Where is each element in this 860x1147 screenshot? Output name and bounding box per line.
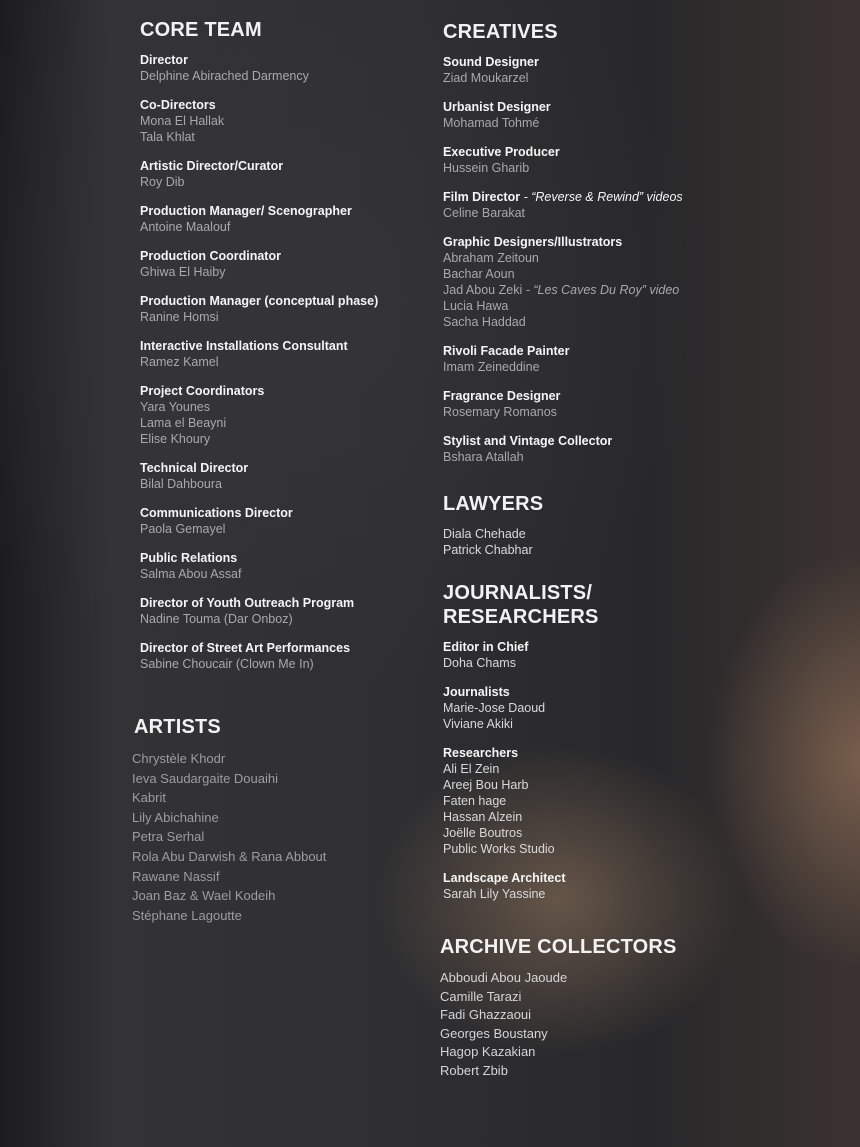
role-label: Graphic Designers/Illustrators	[443, 235, 623, 249]
creatives-list	[443, 54, 843, 465]
person-name-text: Areej Bou Harb	[443, 778, 529, 792]
credit-entry	[140, 383, 430, 447]
credit-entry	[443, 189, 843, 221]
person-name	[140, 219, 430, 235]
credit-entry	[140, 550, 430, 582]
role-title	[140, 595, 430, 611]
role-label: Public Relations	[140, 551, 238, 565]
journalists-list	[443, 639, 843, 902]
credit-entry	[140, 203, 430, 235]
person-name: Joan Baz & Wael Kodeih	[132, 888, 276, 904]
person-name	[443, 70, 843, 86]
person-name-text: Sarah Lily Yassine	[443, 887, 546, 901]
credit-entry	[443, 745, 843, 857]
person-name	[443, 841, 843, 857]
person-name	[443, 825, 843, 841]
person-name-text: Ramez Kamel	[140, 355, 219, 369]
person-name	[443, 314, 843, 330]
credit-entry	[140, 640, 430, 672]
person-name-text: Joëlle Boutros	[443, 826, 523, 840]
left-column	[132, 18, 430, 925]
role-label: Journalists	[443, 685, 510, 699]
person-name	[140, 174, 430, 190]
person-name-text: Faten hage	[443, 794, 507, 808]
person-name: Georges Boustany	[440, 1025, 548, 1041]
role-title	[443, 870, 843, 886]
archive-heading: ARCHIVE COLLECTORS	[440, 936, 677, 958]
credit-entry	[443, 144, 843, 176]
credit-entry	[443, 433, 843, 465]
credit-entry	[140, 248, 430, 280]
role-title	[443, 234, 843, 250]
person-name	[443, 716, 843, 732]
person-name: Petra Serhal	[132, 829, 205, 845]
person-name-text: Roy Dib	[140, 175, 185, 189]
role-label: Sound Designer	[443, 55, 539, 69]
artists-list	[132, 749, 430, 925]
credit-entry	[443, 343, 843, 375]
core-team-list	[140, 52, 430, 672]
role-title	[443, 745, 843, 761]
person-name-text: Lama el Beayni	[140, 416, 227, 430]
credit-entry	[443, 99, 843, 131]
role-title	[140, 293, 430, 309]
person-name	[140, 566, 430, 582]
person-name: Diala Chehade	[443, 527, 526, 541]
role-title	[443, 343, 843, 359]
credit-entry	[443, 234, 843, 330]
credit-entry	[443, 388, 843, 420]
person-name: Lily Abichahine	[132, 809, 219, 825]
person-name	[443, 205, 843, 221]
role-title	[140, 550, 430, 566]
role-title	[443, 684, 843, 700]
role-label: Executive Producer	[443, 145, 560, 159]
person-name	[443, 282, 843, 298]
person-name	[443, 793, 843, 809]
person-name-text: Sabine Choucair (Clown Me In)	[140, 657, 314, 671]
name-note: - “Les Caves Du Roy” video	[522, 283, 680, 297]
person-name-text: Mona El Hallak	[140, 114, 225, 128]
role-label: Communications Director	[140, 506, 293, 520]
person-name: Abboudi Abou Jaoude	[440, 970, 568, 985]
role-label: Director of Street Art Performances	[140, 641, 351, 655]
role-label: Urbanist Designer	[443, 100, 551, 114]
person-name-text: Ali El Zein	[443, 762, 500, 776]
role-label: Project Coordinators	[140, 384, 265, 398]
person-name-text: Delphine Abirached Darmency	[140, 69, 309, 83]
credit-entry	[443, 54, 843, 86]
person-name-text: Antoine Maalouf	[140, 220, 231, 234]
person-name	[140, 415, 430, 431]
person-name: Kabrit	[132, 790, 166, 806]
person-name-text: Doha Chams	[443, 656, 516, 670]
person-name	[443, 160, 843, 176]
person-name-text: Tala Khlat	[140, 130, 195, 144]
credit-entry	[140, 460, 430, 492]
person-name	[443, 115, 843, 131]
role-label: Production Coordinator	[140, 249, 281, 263]
role-title	[140, 460, 430, 476]
credit-entry	[140, 97, 430, 145]
person-name-text: Viviane Akiki	[443, 717, 513, 731]
role-label: Technical Director	[140, 461, 249, 475]
person-name: Stéphane Lagoutte	[132, 907, 242, 923]
person-name-text: Bshara Atallah	[443, 450, 524, 464]
role-title	[443, 639, 843, 655]
person-name: Patrick Chabhar	[443, 543, 533, 557]
person-name-text: Celine Barakat	[443, 206, 525, 220]
person-name-text: Salma Abou Assaf	[140, 567, 242, 581]
person-name	[443, 298, 843, 314]
person-name	[140, 68, 430, 84]
person-name-text: Jad Abou Zeki	[443, 283, 523, 297]
person-name	[140, 129, 430, 145]
person-name	[443, 359, 843, 375]
credit-entry	[443, 870, 843, 902]
person-name-text: Hussein Gharib	[443, 161, 530, 175]
role-title	[140, 248, 430, 264]
person-name	[140, 431, 430, 447]
role-label: Landscape Architect	[443, 871, 566, 885]
credit-entry	[140, 595, 430, 627]
person-name-text: Ziad Moukarzel	[443, 71, 529, 85]
role-title	[443, 189, 843, 205]
person-name	[140, 354, 430, 370]
role-title	[443, 99, 843, 115]
person-name: Camille Tarazi	[440, 988, 522, 1004]
lawyers-list	[443, 526, 843, 558]
role-label: Stylist and Vintage Collector	[443, 434, 613, 448]
person-name-text: Yara Younes	[140, 400, 210, 414]
person-name	[140, 264, 430, 280]
role-label: Production Manager (conceptual phase)	[140, 294, 379, 308]
person-name: Ieva Saudargaite Douaihi	[132, 770, 278, 786]
person-name-text: Imam Zeineddine	[443, 360, 540, 374]
credit-entry	[140, 158, 430, 190]
person-name: Rawane Nassif	[132, 868, 220, 884]
role-label: Editor in Chief	[443, 640, 529, 654]
person-name	[443, 404, 843, 420]
role-title	[140, 338, 430, 354]
role-title	[140, 640, 430, 656]
person-name-text: Sacha Haddad	[443, 315, 526, 329]
person-name-text: Paola Gemayel	[140, 522, 226, 536]
person-name-text: Bachar Aoun	[443, 267, 515, 281]
role-note: - “Reverse & Rewind” videos	[520, 190, 683, 204]
person-name-text: Public Works Studio	[443, 842, 555, 856]
credit-entry	[140, 293, 430, 325]
person-name	[443, 700, 843, 716]
person-name	[443, 886, 843, 902]
role-label: Researchers	[443, 746, 519, 760]
person-name	[443, 809, 843, 825]
role-label: Director of Youth Outreach Program	[140, 596, 355, 610]
person-name	[140, 113, 430, 129]
person-name-text: Ghiwa El Haiby	[140, 265, 226, 279]
person-name	[140, 309, 430, 325]
role-title	[443, 54, 843, 70]
person-name-text: Rosemary Romanos	[443, 405, 557, 419]
credit-entry	[443, 684, 843, 732]
artists-heading: ARTISTS	[134, 716, 221, 738]
person-name: Fadi Ghazzaoui	[440, 1007, 532, 1022]
role-title	[140, 158, 430, 174]
journalists-heading-line2: RESEARCHERS	[443, 606, 599, 628]
person-name-text: Marie-Jose Daoud	[443, 701, 546, 715]
person-name	[140, 399, 430, 415]
role-label: Rivoli Facade Painter	[443, 344, 570, 358]
role-title	[443, 388, 843, 404]
person-name: Rola Abu Darwish & Rana Abbout	[132, 848, 327, 864]
core-team-heading: CORE TEAM	[140, 19, 262, 41]
person-name	[443, 449, 843, 465]
role-label: Director	[140, 53, 188, 67]
archive-collectors-list	[440, 969, 843, 1080]
role-title	[140, 505, 430, 521]
person-name: Hagop Kazakian	[440, 1044, 536, 1059]
role-label: Co-Directors	[140, 98, 216, 112]
role-title	[140, 97, 430, 113]
person-name	[443, 266, 843, 282]
person-name-text: Hassan Alzein	[443, 810, 523, 824]
role-label: Film Director	[443, 190, 521, 204]
person-name	[443, 777, 843, 793]
person-name	[140, 611, 430, 627]
creatives-heading: CREATIVES	[443, 21, 558, 43]
person-name-text: Lucia Hawa	[443, 299, 509, 313]
person-name-text: Mohamad Tohmé	[443, 116, 540, 130]
role-label: Production Manager/ Scenographer	[140, 204, 352, 218]
credit-entry	[140, 338, 430, 370]
person-name-text: Elise Khoury	[140, 432, 211, 446]
role-title	[140, 52, 430, 68]
person-name-text: Ranine Homsi	[140, 310, 219, 324]
role-title	[140, 203, 430, 219]
person-name: Chrystèle Khodr	[132, 751, 226, 766]
journalists-heading-line1: JOURNALISTS/	[443, 582, 593, 604]
person-name-text: Nadine Touma (Dar Onboz)	[140, 612, 293, 626]
role-title	[443, 144, 843, 160]
person-name	[443, 250, 843, 266]
role-label: Fragrance Designer	[443, 389, 561, 403]
credit-entry	[140, 52, 430, 84]
role-label: Interactive Installations Consultant	[140, 339, 348, 353]
role-label: Artistic Director/Curator	[140, 159, 284, 173]
person-name: Robert Zbib	[440, 1062, 508, 1078]
lawyers-heading: LAWYERS	[443, 493, 544, 515]
role-title	[140, 383, 430, 399]
person-name	[140, 656, 430, 672]
person-name	[443, 761, 843, 777]
credit-entry	[140, 505, 430, 537]
right-column	[440, 20, 843, 1080]
person-name-text: Abraham Zeitoun	[443, 251, 539, 265]
role-title	[443, 433, 843, 449]
person-name-text: Bilal Dahboura	[140, 477, 222, 491]
person-name	[140, 476, 430, 492]
credit-entry	[443, 639, 843, 671]
person-name	[140, 521, 430, 537]
person-name	[443, 655, 843, 671]
